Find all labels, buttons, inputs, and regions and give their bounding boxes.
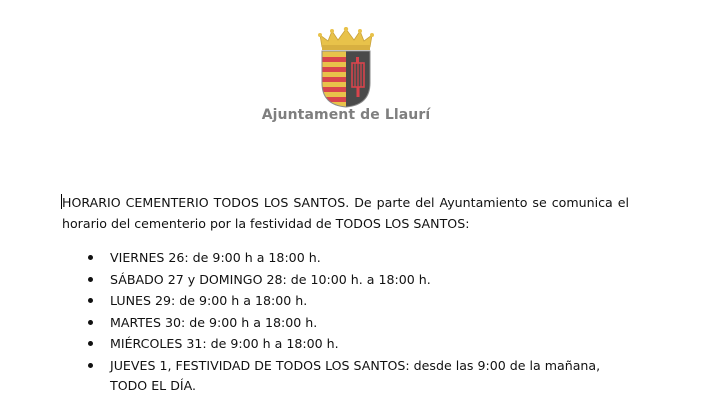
list-item (86, 313, 634, 333)
bullet-icon (88, 298, 93, 303)
bullet-icon (88, 277, 93, 282)
bullet-icon (88, 341, 93, 346)
bullet-icon (88, 363, 93, 368)
list-item (86, 334, 634, 354)
list-item (86, 356, 634, 396)
list-item (86, 291, 634, 311)
bullet-icon (88, 255, 93, 260)
org-name: Ajuntament de Llaurí (261, 107, 431, 123)
list-item-text: JUEVES 1, FESTIVIDAD DE TODOS LOS SANTOS: desde las 9:00 de la mañana, TODO EL DÍA. (110, 357, 601, 393)
list-item-text: VIERNES 26: de 9:00 h a 18:00 h. (110, 250, 321, 265)
schedule-list (86, 248, 634, 397)
bullet-icon (88, 320, 93, 325)
list-item-text: SÁBADO 27 y DOMINGO 28: de 10:00 h. a 18:00 h. (110, 271, 431, 287)
shield-icon (322, 51, 370, 109)
list-item-text: MIÉRCOLES 31: de 9:00 h a 18:00 h. (110, 336, 339, 351)
list-item (86, 270, 634, 290)
list-item (86, 248, 634, 268)
crown-icon (318, 27, 374, 50)
notice-intro: HORARIO CEMENTERIO TODOS LOS SANTOS. De parte del Ayuntamiento se comunica el horario del cementerio por la festividad de TODOS LOS SANTOS: (62, 195, 629, 231)
list-item-text: LUNES 29: de 9:00 h a 18:00 h. (110, 293, 308, 308)
list-item-text: MARTES 30: de 9:00 h a 18:00 h. (110, 314, 318, 330)
coat-of-arms-icon (316, 27, 376, 109)
